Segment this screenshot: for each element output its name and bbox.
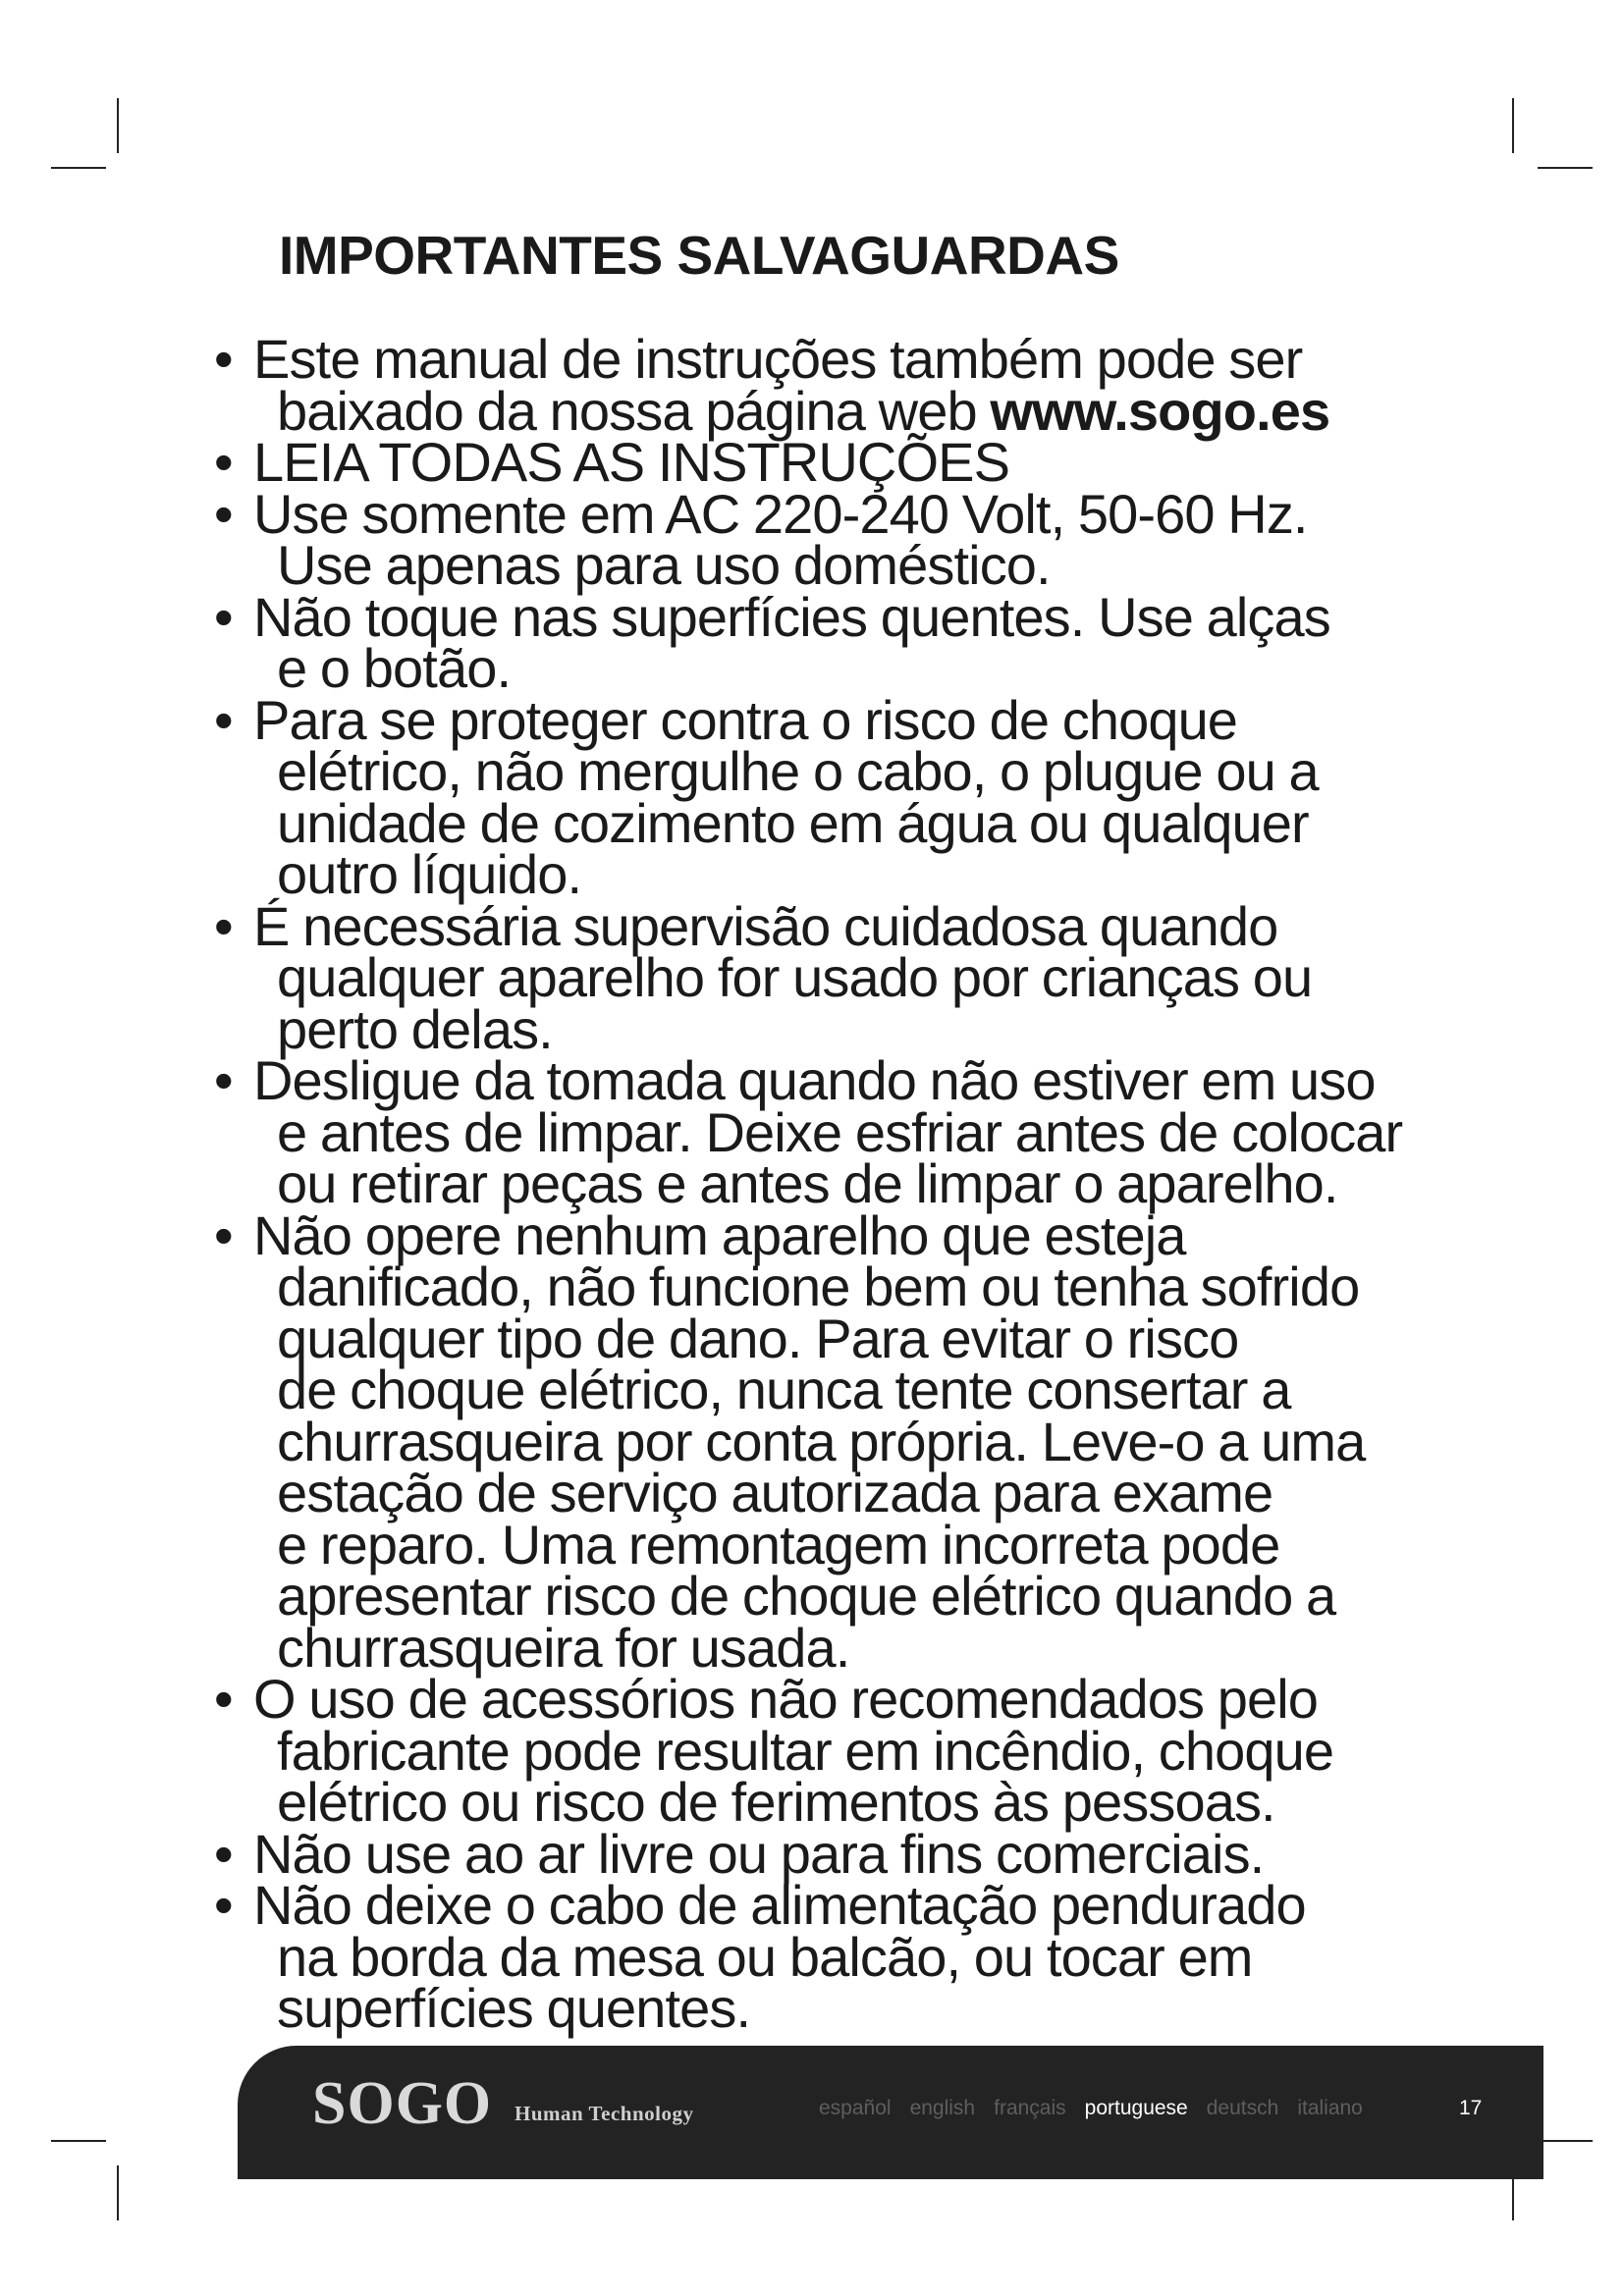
list-item [214, 431, 1490, 493]
crop-mark [117, 98, 119, 153]
bullet-marker: • [214, 585, 233, 648]
list-item-line: Não deixe o cabo de alimentação pendurado [253, 1874, 1306, 1936]
list-item-line: apresentar risco de choque elétrico quando a [277, 1565, 1336, 1627]
list-item [214, 1668, 1490, 1833]
language-item-deutsch: deutsch [1206, 2097, 1279, 2119]
crop-mark [51, 167, 106, 169]
list-item-line: Não opere nenhum aparelho que esteja [253, 1203, 1186, 1266]
list-item-line: fabricante pode resultar em incêndio, choque [277, 1719, 1334, 1782]
list-item [214, 1203, 1490, 1679]
crop-mark [51, 2140, 106, 2142]
list-item-line: elétrico ou risco de ferimentos às pessoas. [277, 1771, 1275, 1833]
language-list [819, 2097, 1381, 2120]
list-item-line: perto delas. [277, 997, 553, 1060]
list-item-line: e antes de limpar. Deixe esfriar antes de colocar [277, 1100, 1403, 1163]
crop-mark [117, 2165, 119, 2220]
language-item-français: français [994, 2097, 1066, 2119]
crop-mark [1512, 98, 1514, 153]
list-item-line: superfícies quentes. [277, 1977, 751, 2039]
list-item-line: É necessária supervisão cuidadosa quando [253, 894, 1278, 957]
list-item-line: Para se proteger contra o risco de choque [253, 688, 1238, 751]
list-item [214, 1874, 1490, 2039]
crop-mark [1538, 167, 1593, 169]
list-item [214, 1822, 1490, 1885]
list-item [214, 585, 1490, 699]
list-item-line: unidade de cozimento em água ou qualquer [277, 791, 1309, 854]
list-item [214, 1049, 1490, 1214]
bullet-marker: • [214, 431, 233, 493]
list-item-line: Desligue da tomada quando não estiver em uso [253, 1049, 1376, 1111]
brand-tagline: Human Technology [514, 2102, 694, 2125]
list-item-line: ou retirar peças e antes de limpar o aparelho. [277, 1152, 1338, 1214]
list-item [214, 328, 1490, 442]
list-item-line: Use somente em AC 220-240 Volt, 50-60 Hz. [253, 482, 1308, 545]
brand-logo: SOGO [312, 2070, 493, 2137]
list-item-line: danificado, não funcione bem ou tenha sofrido [277, 1255, 1360, 1317]
list-item-line: Não use ao ar livre ou para fins comerciais. [253, 1822, 1265, 1885]
bullet-marker: • [214, 482, 233, 545]
list-item-line: baixado da nossa página web www.sogo.es [277, 379, 1330, 442]
list-item-line: de choque elétrico, nunca tente consertar a [277, 1359, 1291, 1420]
bullet-marker: • [214, 1203, 233, 1266]
bullet-marker: • [214, 894, 233, 957]
list-item-line: Use apenas para uso doméstico. [277, 534, 1051, 596]
language-item-portuguese: portuguese [1084, 2097, 1188, 2119]
list-item-line: Não toque nas superfícies quentes. Use alças [253, 585, 1330, 648]
bullet-marker: • [214, 1049, 233, 1111]
list-item-line: churrasqueira for usada. [277, 1616, 850, 1679]
list-item-line: outro líquido. [277, 843, 582, 905]
bullet-marker: • [214, 688, 233, 751]
list-item-line: na borda da mesa ou balcão, ou tocar em [277, 1925, 1253, 1988]
language-item-italiano: italiano [1297, 2097, 1363, 2119]
page-number: 17 [1459, 2097, 1483, 2119]
safeguards-list [214, 328, 1490, 2039]
list-item-line: estação de serviço autorizada para exame [277, 1462, 1273, 1523]
list-item-line: qualquer tipo de dano. Para evitar o risco [277, 1307, 1239, 1369]
list-item-line: e o botão. [277, 637, 512, 699]
list-item-line: churrasqueira por conta própria. Leve-o a uma [277, 1410, 1366, 1472]
list-item-line: O uso de acessórios não recomendados pelo [253, 1668, 1319, 1730]
list-item-line: LEIA TODAS AS INSTRUÇÕES [253, 431, 1010, 493]
language-item-español: español [819, 2097, 892, 2119]
website-link[interactable]: www.sogo.es [990, 379, 1330, 442]
crop-mark [1538, 2140, 1593, 2142]
list-item [214, 688, 1490, 905]
bullet-marker: • [214, 1668, 233, 1730]
list-item-line: e reparo. Uma remontagem incorreta pode [277, 1513, 1280, 1575]
bullet-marker: • [214, 1822, 233, 1885]
list-item [214, 894, 1490, 1060]
language-item-english: english [909, 2097, 976, 2119]
bullet-marker: • [214, 328, 233, 390]
bullet-marker: • [214, 1874, 233, 1936]
list-item-line: Este manual de instruções também pode ser [253, 328, 1303, 390]
list-item-line: elétrico, não mergulhe o cabo, o plugue ou a [277, 740, 1319, 802]
list-item [214, 482, 1490, 596]
page-title: IMPORTANTES SALVAGUARDAS [279, 225, 1119, 286]
list-item-line: qualquer aparelho for usado por crianças ou [277, 946, 1313, 1008]
